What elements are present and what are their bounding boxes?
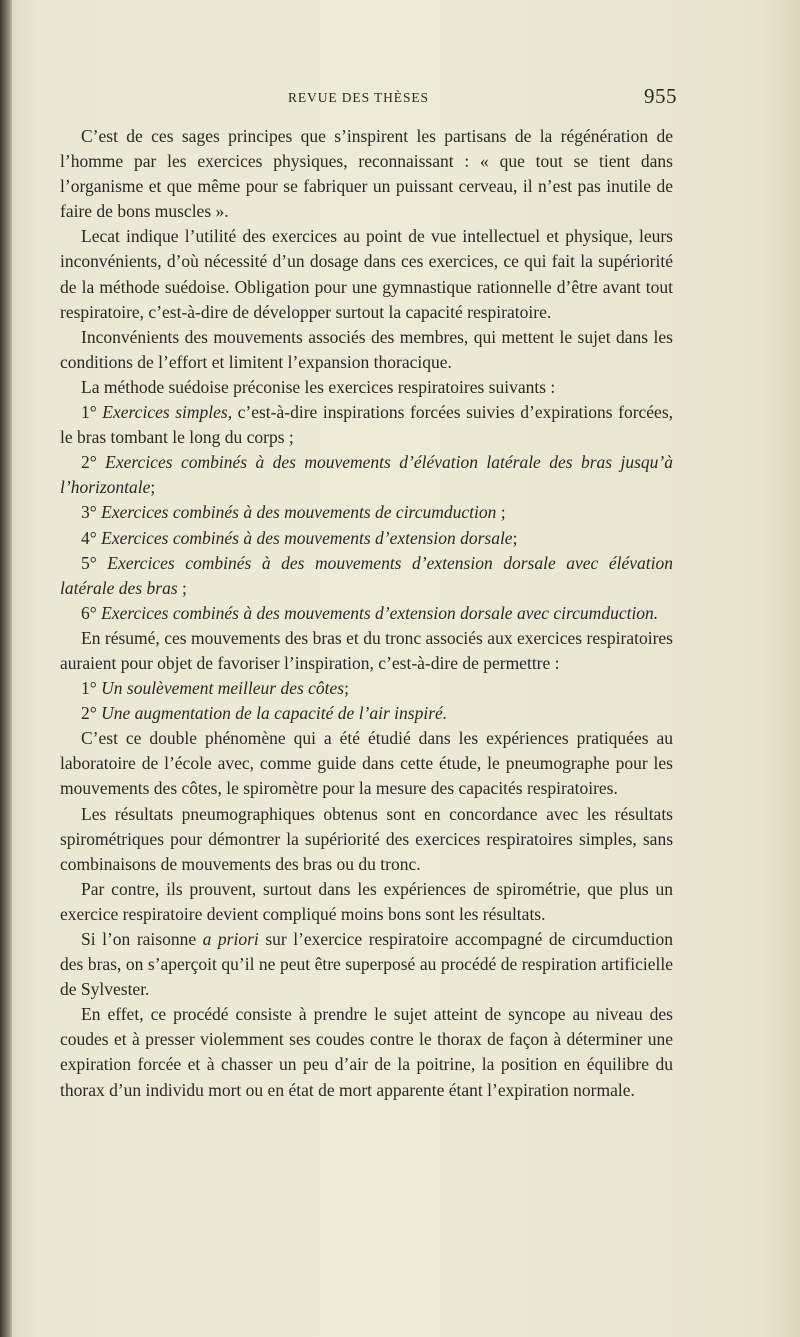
paragraph: En effet, ce procédé consiste à prendre le sujet atteint de syncope au niveau des coudes et à presser violemment ses coudes contre le thorax de façon à déterminer une expiration forcée et à chasser un peu d’air de la poitrine, la position en équilibre du thorax d’un individu mort ou en état de mort apparente étant l’expiration normale. bbox=[60, 1004, 673, 1100]
list-item: 6° Exercices combinés à des mouvements d’extension dorsale avec circumduction. bbox=[81, 602, 659, 623]
paragraph: Par contre, ils prouvent, surtout dans les expériences de spirométrie, que plus un exercice respiratoire devient compliqué moins bons sont les résultats. bbox=[60, 878, 673, 924]
list-item: 1° Exercices simples, c’est-à-dire inspirations forcées suivies d’expirations forcées, le bras tombant le long du corps ; bbox=[60, 402, 674, 448]
list-item: 5° Exercices combinés à des mouvements d’extension dorsale avec élévation latérale des bras ; bbox=[60, 552, 674, 598]
paragraph: C’est de ces sages principes que s’inspirent les partisans de la régénération de l’homme par les exercices physiques, reconnaissant : « que tout se tient dans l’organisme et que même pour se fabriquer un puissant cerveau, il n’est pas inutile de faire de bons muscles ». bbox=[60, 126, 673, 222]
body-text bbox=[60, 124, 673, 1103]
paragraph: Si l’on raisonne a priori sur l’exercice respiratoire accompagné de circumduction des bras, on s’aperçoit qu’il ne peut être superposé au procédé de respiration artificielle de Sylvester. bbox=[60, 929, 674, 1000]
list-item: 1° Un soulèvement meilleur des côtes; bbox=[81, 678, 349, 699]
running-title: REVUE DES THÈSES bbox=[288, 90, 429, 105]
paragraph: Les résultats pneumographiques obtenus sont en concordance avec les résultats spirométriques pour démontrer la supériorité des exercices respiratoires simples, sans combinaisons de mouvements des bras ou du tronc. bbox=[60, 803, 673, 874]
list-item: 2° Une augmentation de la capacité de l’air inspiré. bbox=[81, 703, 448, 724]
paragraph: Inconvénients des mouvements associés des membres, qui mettent le sujet dans les conditions de l’effort et limitent l’expansion thoracique. bbox=[60, 326, 673, 372]
page-header bbox=[60, 84, 680, 114]
paragraph: En résumé, ces mouvements des bras et du tronc associés aux exercices respiratoires auraient pour objet de favoriser l’inspiration, c’est-à-dire de permettre : bbox=[60, 627, 673, 673]
paragraph: C’est ce double phénomène qui a été étudié dans les expériences pratiquées au laboratoire de l’école avec, comme guide dans cette étude, le pneumographe pour les mouvements des côtes, le spiromètre pour la mesure des capacités respiratoires. bbox=[60, 728, 673, 799]
list-item: 3° Exercices combinés à des mouvements de circumduction ; bbox=[81, 502, 506, 523]
book-spine-shadow bbox=[0, 0, 12, 1337]
list-item: 2° Exercices combinés à des mouvements d’élévation latérale des bras jusqu’à l’horizontale; bbox=[60, 452, 673, 498]
paragraph: Lecat indique l’utilité des exercices au point de vue intellectuel et physique, leurs inconvénients, d’où nécessité d’un dosage dans ces exercices, ce qui fait la supériorité de la méthode suédoise. Obligation pour une gymnastique rationnelle d’être avant tout respiratoire, c’est-à-dire de développer surtout la capacité respiratoire. bbox=[60, 226, 673, 322]
paragraph: La méthode suédoise préconise les exercices respiratoires suivants : bbox=[81, 376, 556, 397]
page-number: 955 bbox=[644, 84, 677, 108]
list-item: 4° Exercices combinés à des mouvements d’extension dorsale; bbox=[81, 527, 518, 548]
